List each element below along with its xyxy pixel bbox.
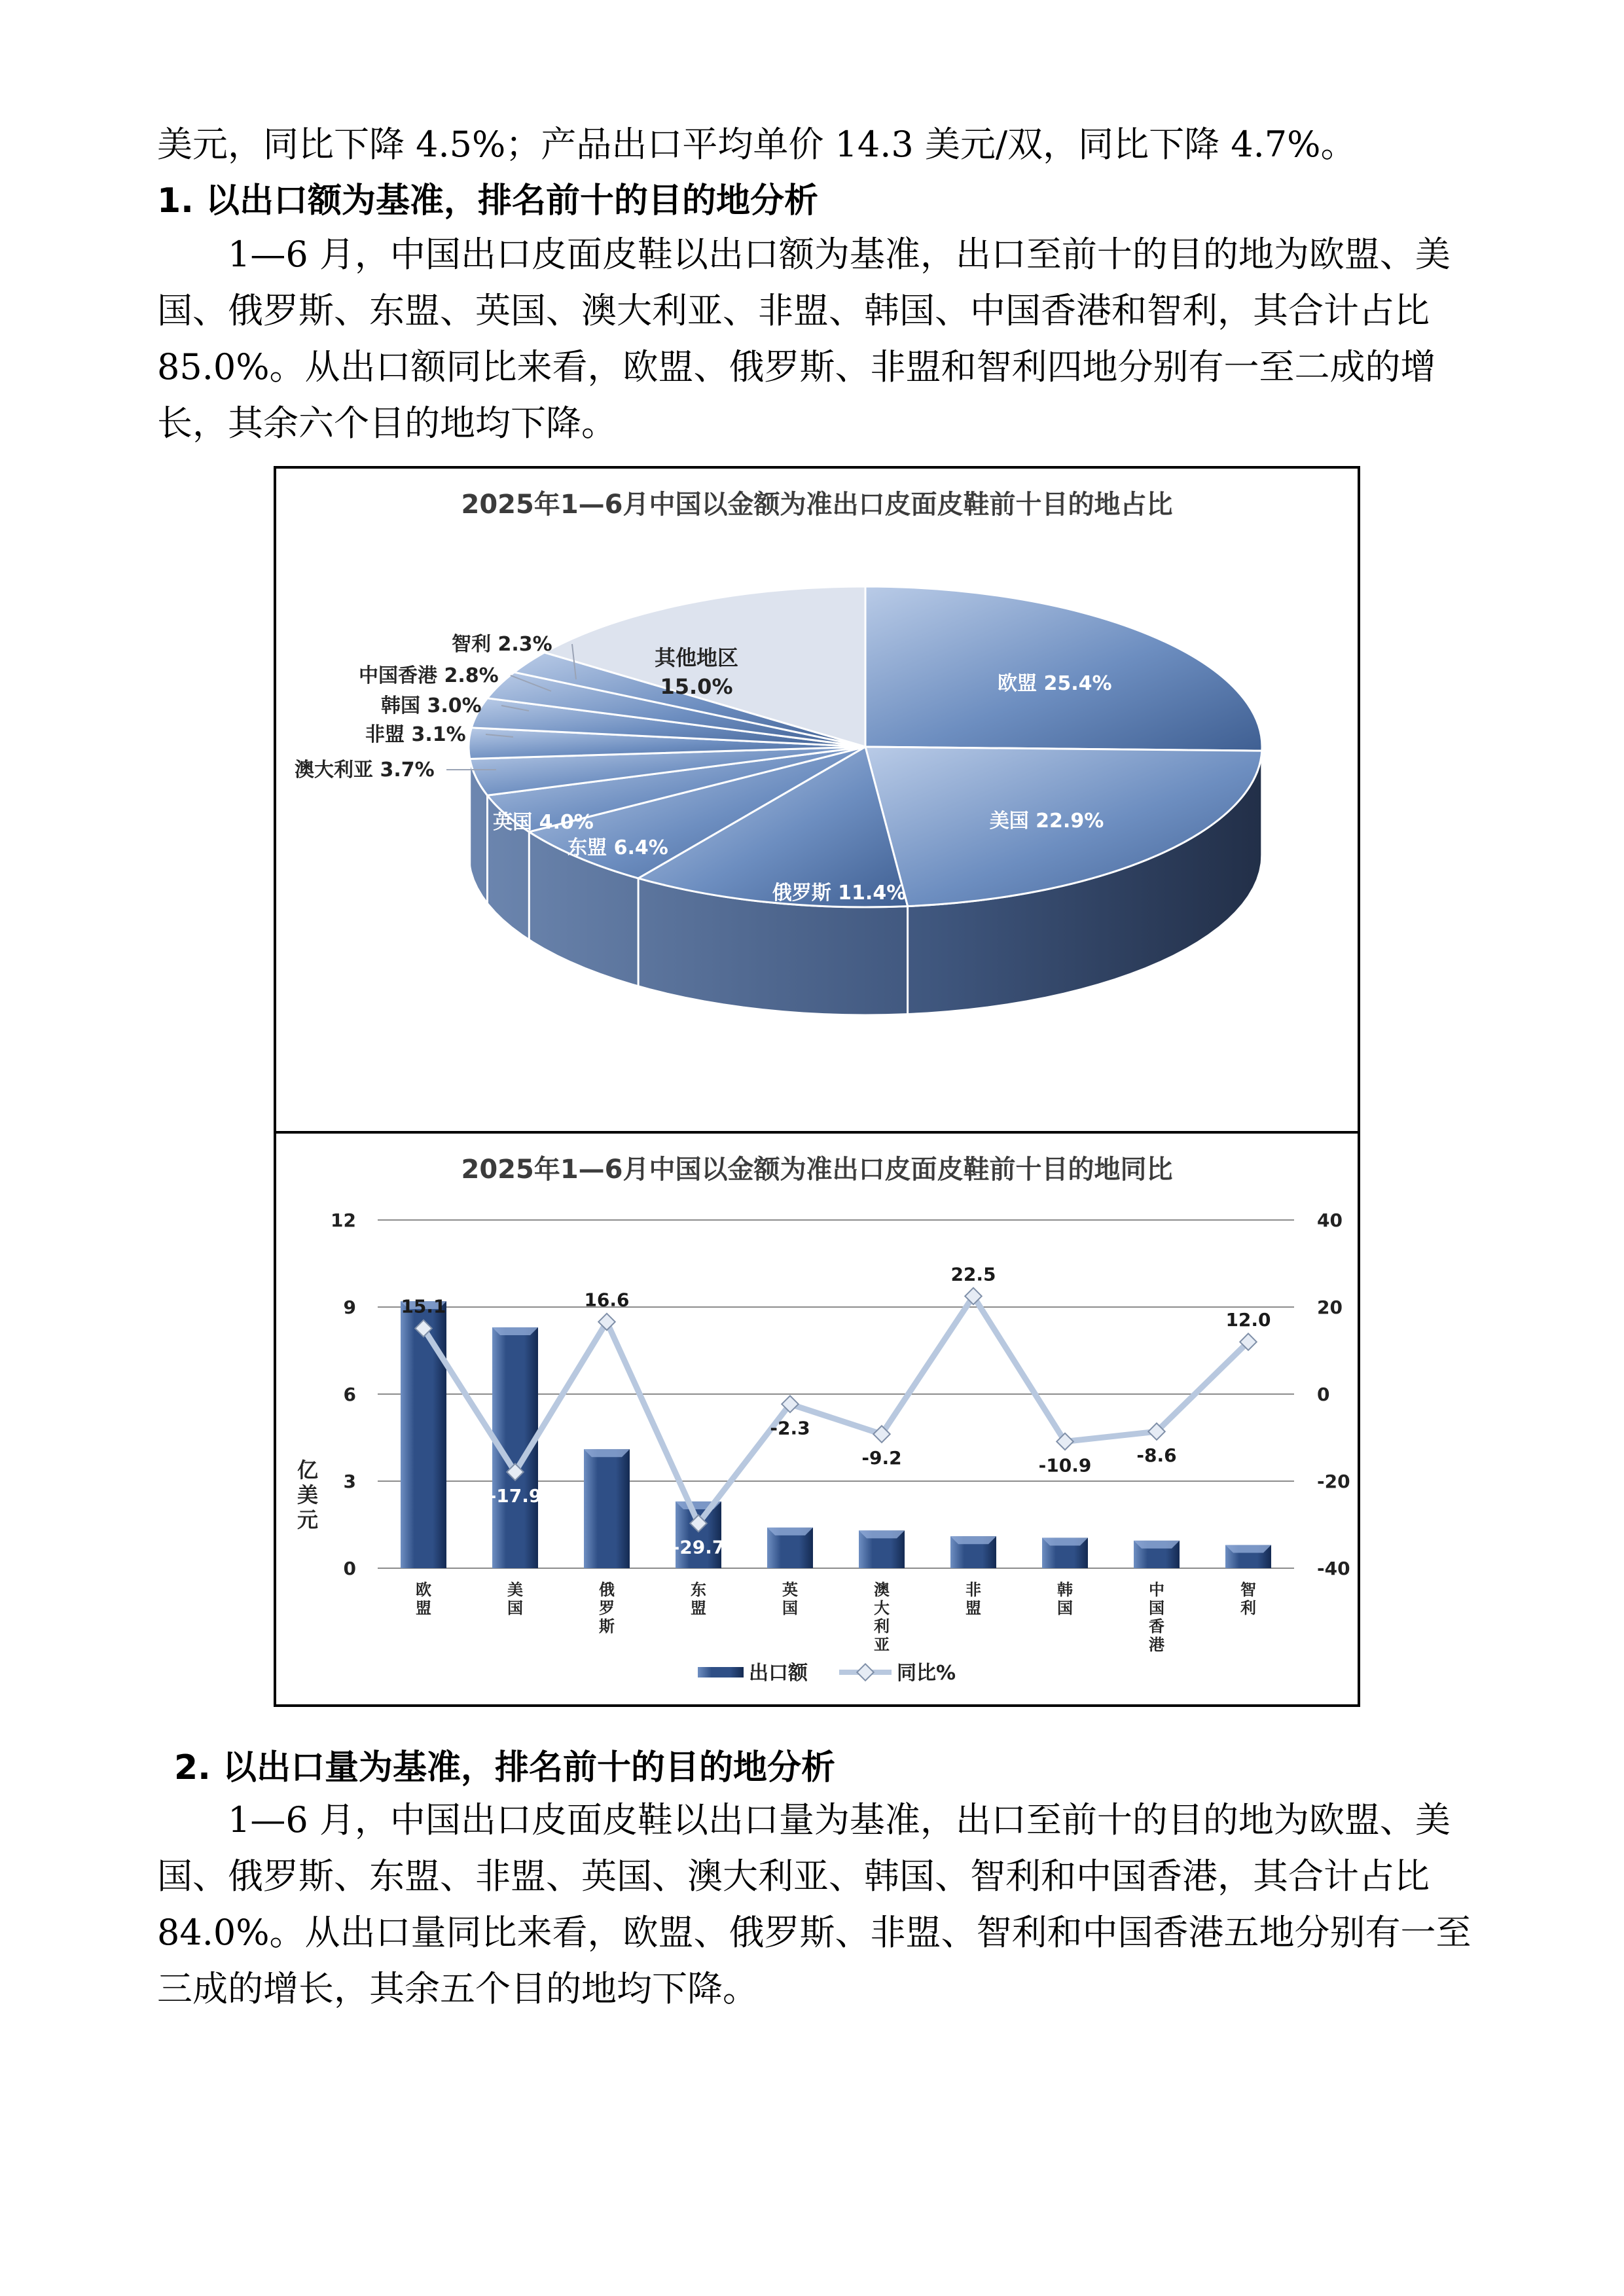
category-label-2: 斯 [599,1617,615,1636]
bar-chart-title: 2025年1—6月中国以金额为准出口皮面皮鞋前十目的地同比 [461,1155,1173,1185]
pie-label-5: 澳大利亚 3.7% [295,759,435,781]
category-label-9: 利 [1240,1599,1256,1617]
pie-label-1: 美国 22.9% [989,810,1104,833]
pie-label-3: 东盟 6.4% [568,836,668,859]
pie-chart-title: 2025年1—6月中国以金额为准出口皮面皮鞋前十目的地占比 [461,490,1173,520]
y2-tick-2: 0 [1317,1384,1330,1405]
category-label-8: 中 [1149,1581,1164,1599]
bar-4 [767,1528,813,1568]
yoy-label-3: -29.7 [672,1536,725,1558]
category-label-8: 港 [1149,1636,1164,1654]
category-label-0: 欧 [416,1581,431,1599]
paragraph-2: 1—6 月，中国出口皮面皮鞋以出口量为基准，出口至前十的目的地为欧盟、美国、俄罗斯、东盟、非盟、英国、澳大利亚、韩国、智利和中国香港，其合计占比 84.0%。从出口量同比来看，欧盟、俄罗斯、非盟、智利和中国香港五地分别有一至三成的增长，其余五个目的地均下降。 [157,1799,1471,2009]
bar-2 [584,1449,630,1568]
category-label-0: 盟 [416,1599,431,1617]
bar-0 [401,1301,446,1568]
category-label-2: 罗 [599,1599,615,1617]
section-heading-1: 1. 以出口额为基准，排名前十的目的地分析 [157,181,819,221]
bar-9 [1225,1545,1271,1568]
category-label-8: 香 [1149,1617,1164,1636]
category-labels [416,1581,1256,1654]
pie-label-2: 俄罗斯 11.4% [772,882,907,905]
y-axis-label-char: 亿 [297,1458,319,1482]
category-label-4: 英 [782,1581,798,1599]
pie-label-6: 非盟 3.1% [365,723,466,746]
category-label-6: 盟 [965,1599,981,1617]
category-label-5: 大 [874,1599,890,1617]
pie-label-9: 智利 2.3% [452,633,552,656]
bar-line-chart-panel [274,1131,1360,1707]
y-axis-label-char: 元 [297,1507,319,1532]
category-label-1: 美 [507,1581,523,1599]
y-tick-3: 9 [343,1297,356,1318]
pie-slice-0 [865,586,1262,751]
category-label-4: 国 [782,1599,798,1617]
legend-label-bar: 出口额 [749,1662,808,1685]
yoy-label-5: -9.2 [861,1447,902,1469]
y2-tick-1: -20 [1317,1471,1350,1492]
y-tick-0: 0 [343,1558,356,1579]
section-heading-2: 2. 以出口量为基准，排名前十的目的地分析 [174,1748,836,1787]
y2-tick-4: 40 [1317,1210,1343,1231]
yoy-label-0: 15.1 [401,1295,446,1318]
yoy-label-7: -10.9 [1038,1454,1092,1477]
category-label-3: 东 [691,1581,706,1599]
category-label-1: 国 [507,1599,523,1617]
category-label-9: 智 [1240,1581,1256,1599]
yoy-label-6: 22.5 [950,1263,996,1285]
pie-label-7: 韩国 3.0% [381,694,482,717]
bar-7 [1042,1537,1088,1568]
yoy-label-8: -8.6 [1136,1444,1177,1467]
category-label-5: 澳 [874,1581,890,1599]
paragraph-1: 1—6 月，中国出口皮面皮鞋以出口额为基准，出口至前十的目的地为欧盟、美国、俄罗斯、东盟、英国、澳大利亚、非盟、韩国、中国香港和智利，其合计占比 85.0%。从出口额同比来看，欧盟、俄罗斯、非盟和智利四地分别有一至二成的增长，其余六个目的地均下降。 [157,234,1451,444]
yoy-label-1: -17.9 [488,1485,542,1507]
y2-tick-0: -40 [1317,1558,1350,1579]
y2-tick-3: 20 [1317,1297,1343,1318]
legend [698,1662,956,1685]
y-axis-label-char: 美 [297,1482,319,1507]
yoy-line [424,1296,1248,1523]
category-label-7: 国 [1057,1599,1073,1617]
bar-8 [1134,1541,1180,1568]
yoy-label-9: 12.0 [1225,1309,1271,1331]
yoy-label-2: 16.6 [584,1289,630,1311]
y-tick-4: 12 [331,1210,356,1231]
yoy-label-4: -2.3 [770,1417,810,1439]
category-label-5: 亚 [874,1636,890,1654]
bar-line-chart [276,1134,1358,1704]
category-label-8: 国 [1149,1599,1164,1617]
bar-6 [950,1536,996,1568]
y-tick-1: 3 [343,1471,356,1492]
pie-label-10-value: 15.0% [660,674,733,699]
pie-label-10: 其他地区 [654,645,739,670]
category-label-2: 俄 [599,1581,615,1599]
category-label-5: 利 [874,1617,890,1636]
pie-label-0: 欧盟 25.4% [998,672,1112,695]
category-label-6: 非 [965,1581,981,1599]
pie-chart-panel [274,466,1360,1134]
y-tick-2: 6 [343,1384,356,1405]
bar-5 [859,1530,905,1568]
bar-3 [676,1501,721,1568]
pie-label-8: 中国香港 2.8% [359,664,499,687]
legend-label-line: 同比% [897,1662,956,1685]
text-line-continuation: 美元，同比下降 4.5%；产品出口平均单价 14.3 美元/双，同比下降 4.7%。 [157,124,1356,165]
pie-label-4: 英国 4.0% [493,811,594,834]
category-label-7: 韩 [1057,1581,1073,1599]
pie-chart [276,469,1358,1131]
legend-swatch-bar [698,1667,744,1677]
category-label-3: 盟 [691,1599,706,1617]
